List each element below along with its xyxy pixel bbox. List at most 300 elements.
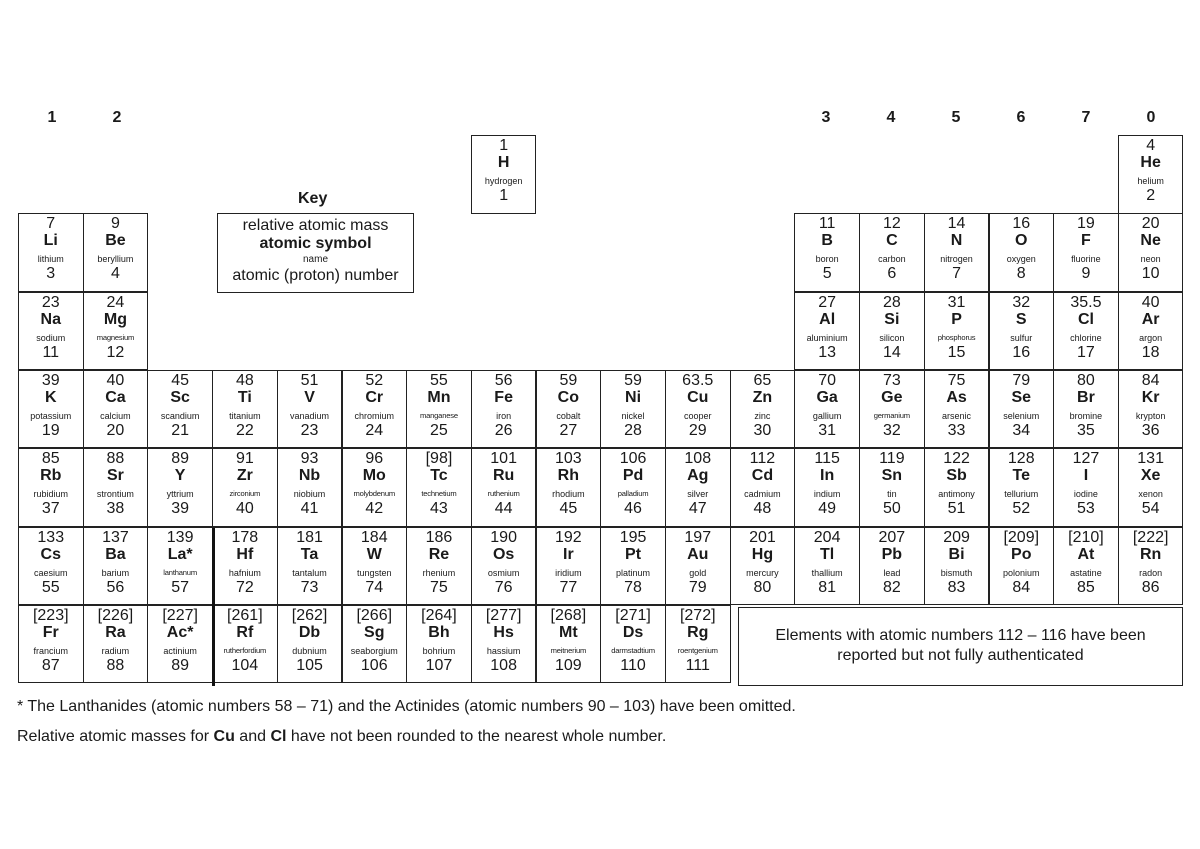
element-number: 42 xyxy=(365,500,384,518)
element-tellurium xyxy=(989,448,1055,527)
group-5-header: 5 xyxy=(951,109,961,126)
element-name: ruthenium xyxy=(487,489,520,499)
element-name: nitrogen xyxy=(940,254,973,265)
element-number: 80 xyxy=(753,578,772,596)
element-mass: 59 xyxy=(559,371,578,389)
element-mass: 31 xyxy=(947,293,966,311)
element-xenon xyxy=(1118,448,1184,527)
element-hassium xyxy=(471,605,537,684)
element-mass: 84 xyxy=(1141,371,1160,389)
element-name: cooper xyxy=(683,410,712,421)
element-mass: [222] xyxy=(1132,528,1169,546)
element-calcium xyxy=(83,370,149,449)
element-name: polonium xyxy=(1002,567,1040,578)
element-symbol: O xyxy=(1015,232,1028,250)
element-name: zirconium xyxy=(229,489,261,499)
element-oxygen xyxy=(989,213,1055,292)
element-name: boron xyxy=(815,254,839,265)
lanthanide-actinide-divider xyxy=(212,528,215,686)
element-nickel xyxy=(600,370,666,449)
element-magnesium xyxy=(83,292,149,371)
element-strontium xyxy=(83,448,149,527)
element-radium xyxy=(83,605,149,684)
element-number: 23 xyxy=(300,421,319,439)
element-name: rhenium xyxy=(422,567,456,578)
element-symbol: At xyxy=(1077,545,1095,563)
element-name: osmium xyxy=(487,567,520,578)
element-number: 54 xyxy=(1141,500,1160,518)
element-symbol: Pb xyxy=(881,545,903,563)
element-name: tellurium xyxy=(1004,489,1039,500)
element-bohrium xyxy=(406,605,472,684)
element-name: hassium xyxy=(486,645,521,656)
element-mass: 45 xyxy=(171,371,190,389)
element-boron xyxy=(794,213,860,292)
element-mass: 93 xyxy=(300,450,319,468)
element-number: 9 xyxy=(1081,265,1091,283)
element-name: tin xyxy=(887,489,897,500)
element-mass: 108 xyxy=(684,450,712,468)
element-symbol: Mg xyxy=(103,310,127,328)
element-name: phosphorus xyxy=(937,332,976,342)
element-meitnerium xyxy=(536,605,602,684)
element-mass: [223] xyxy=(32,606,69,624)
element-argon xyxy=(1118,292,1184,371)
element-mass: 19 xyxy=(1077,215,1095,233)
footnote-rounding xyxy=(17,728,666,746)
element-symbol: Nb xyxy=(298,467,321,485)
element-name: caesium xyxy=(33,567,68,578)
element-mass: 39 xyxy=(41,371,60,389)
element-tungsten xyxy=(342,527,408,606)
element-mass: 85 xyxy=(41,450,60,468)
element-mass: 55 xyxy=(430,371,448,389)
element-number: 105 xyxy=(296,656,323,674)
element-symbol: Hg xyxy=(751,545,774,563)
element-bismuth xyxy=(924,527,990,606)
element-number: 45 xyxy=(559,500,578,518)
element-name: titanium xyxy=(229,410,261,421)
element-symbol: K xyxy=(44,388,57,406)
element-number: 3 xyxy=(46,265,56,283)
element-mass: [210] xyxy=(1068,528,1104,546)
element-actinium xyxy=(147,605,213,684)
element-symbol: Ga xyxy=(816,388,838,406)
element-mass: 24 xyxy=(106,293,125,311)
element-name: gold xyxy=(689,567,707,578)
element-mass: 127 xyxy=(1072,450,1100,468)
element-name: beryllium xyxy=(97,254,134,265)
element-symbol: Au xyxy=(687,545,709,563)
element-number: 87 xyxy=(41,656,60,674)
element-name: helium xyxy=(1137,176,1164,186)
element-number: 85 xyxy=(1077,578,1095,596)
element-name: niobium xyxy=(293,489,326,500)
element-symbol: He xyxy=(1140,154,1161,171)
footnote-rounding-post: have not been rounded to the nearest whole number. xyxy=(286,728,667,745)
element-roentgenium xyxy=(665,605,731,684)
element-number: 4 xyxy=(110,265,120,283)
element-bromine xyxy=(1053,370,1119,449)
element-number: 30 xyxy=(753,421,772,439)
element-symbol: Br xyxy=(1077,388,1095,406)
element-antimony xyxy=(924,448,990,527)
element-symbol: N xyxy=(950,232,963,250)
element-symbol: Be xyxy=(105,232,126,250)
element-name: carbon xyxy=(878,254,906,265)
element-symbol: Ca xyxy=(105,388,126,406)
element-vanadium xyxy=(277,370,343,449)
element-symbol: Rn xyxy=(1139,545,1162,563)
element-name: meitnerium xyxy=(550,645,587,655)
element-mass: 96 xyxy=(365,450,384,468)
element-caesium xyxy=(18,527,84,606)
element-name: thallium xyxy=(811,567,843,578)
element-symbol: Os xyxy=(492,545,515,563)
element-name: vanadium xyxy=(290,410,330,421)
element-silicon xyxy=(859,292,925,371)
element-number: 28 xyxy=(624,421,642,439)
element-symbol: Sn xyxy=(881,467,903,485)
group-4-header: 4 xyxy=(886,109,896,126)
element-name: rubidium xyxy=(33,489,68,500)
element-number: 49 xyxy=(818,500,837,518)
footnote-rounding-pre: Relative atomic masses for xyxy=(17,728,214,745)
element-mass: 52 xyxy=(365,371,384,389)
element-number: 89 xyxy=(171,656,190,674)
element-selenium xyxy=(989,370,1055,449)
element-sodium xyxy=(18,292,84,371)
element-symbol: Ru xyxy=(492,467,515,485)
element-name: scandium xyxy=(160,410,200,421)
element-number: 109 xyxy=(554,656,582,674)
element-polonium xyxy=(989,527,1055,606)
element-mass: 40 xyxy=(1141,293,1160,311)
element-mass: 27 xyxy=(818,293,837,311)
element-name: tantalum xyxy=(292,567,327,578)
element-number: 84 xyxy=(1012,578,1031,596)
element-number: 50 xyxy=(882,500,901,518)
element-osmium xyxy=(471,527,537,606)
element-number: 18 xyxy=(1141,343,1160,361)
element-number: 7 xyxy=(952,265,961,283)
key-symbol-label: atomic symbol xyxy=(259,235,372,252)
element-hafnium xyxy=(212,527,278,606)
element-copper xyxy=(665,370,731,449)
element-symbol: Zn xyxy=(752,388,773,406)
element-symbol: Bh xyxy=(428,623,450,641)
element-name: lead xyxy=(883,567,901,578)
key-number-label: atomic (proton) number xyxy=(232,267,399,284)
element-name: cobalt xyxy=(556,410,581,421)
element-number: 35 xyxy=(1077,421,1095,439)
element-mass: 89 xyxy=(171,450,190,468)
element-mass: [98] xyxy=(425,450,453,468)
element-symbol: Re xyxy=(428,545,450,563)
element-number: 104 xyxy=(231,656,259,674)
element-symbol: Kr xyxy=(1141,388,1160,406)
element-mass: 103 xyxy=(554,450,582,468)
element-mass: [271] xyxy=(615,606,651,624)
element-symbol: Sc xyxy=(170,388,190,406)
element-symbol: Ge xyxy=(881,388,903,406)
element-mass: 12 xyxy=(882,215,901,233)
element-mass: 4 xyxy=(1146,137,1156,154)
element-symbol: F xyxy=(1081,232,1091,250)
element-mass: 122 xyxy=(943,450,970,468)
element-symbol: Ds xyxy=(622,623,644,641)
element-name: dubnium xyxy=(292,645,327,656)
element-number: 33 xyxy=(947,421,966,439)
element-mass: 23 xyxy=(41,293,60,311)
element-name: rutherfordium xyxy=(223,645,267,655)
element-mass: 186 xyxy=(425,528,453,546)
element-mass: 51 xyxy=(300,371,319,389)
element-seaborgium xyxy=(342,605,408,684)
element-number: 46 xyxy=(624,500,642,518)
element-number: 72 xyxy=(235,578,254,596)
element-germanium xyxy=(859,370,925,449)
element-name: seaborgium xyxy=(350,645,398,656)
element-titanium xyxy=(212,370,278,449)
element-molybdenum xyxy=(342,448,408,527)
element-number: 12 xyxy=(106,343,125,361)
element-astatine xyxy=(1053,527,1119,606)
note-line-2: reported but not fully authenticated xyxy=(837,647,1084,664)
element-iron xyxy=(471,370,537,449)
element-name: chromium xyxy=(354,410,394,421)
element-rhenium xyxy=(406,527,472,606)
element-number: 2 xyxy=(1146,187,1156,204)
element-symbol: Li xyxy=(43,232,58,250)
element-number: 55 xyxy=(41,578,60,596)
element-name: krypton xyxy=(1135,410,1166,421)
element-helium xyxy=(1118,135,1184,214)
element-mass: 204 xyxy=(813,528,841,546)
element-sulfur xyxy=(989,292,1055,371)
element-mass: [264] xyxy=(421,606,457,624)
element-ruthenium xyxy=(471,448,537,527)
element-mass: [227] xyxy=(162,606,198,624)
element-symbol: Bi xyxy=(948,545,965,563)
element-hydrogen xyxy=(471,135,537,214)
element-mass: [226] xyxy=(97,606,134,624)
element-number: 40 xyxy=(235,500,254,518)
element-symbol: Rg xyxy=(687,623,709,641)
element-name: actinium xyxy=(163,645,197,656)
element-number: 14 xyxy=(882,343,901,361)
element-name: barium xyxy=(101,567,130,578)
element-number: 32 xyxy=(882,421,901,439)
element-mass: 112 xyxy=(749,450,776,468)
element-symbol: H xyxy=(497,154,510,171)
element-number: 75 xyxy=(430,578,448,596)
element-number: 83 xyxy=(947,578,966,596)
element-name: strontium xyxy=(96,489,134,500)
element-mass: 131 xyxy=(1137,450,1164,468)
element-number: 21 xyxy=(171,421,190,439)
element-barium xyxy=(83,527,149,606)
element-symbol: Co xyxy=(557,388,579,406)
element-number: 41 xyxy=(300,500,319,518)
element-symbol: Te xyxy=(1012,467,1030,485)
element-number: 79 xyxy=(688,578,707,596)
key-title: Key xyxy=(298,190,328,207)
element-mass: 75 xyxy=(947,371,966,389)
element-name: magnesium xyxy=(96,332,135,342)
element-cobalt xyxy=(536,370,602,449)
element-number: 19 xyxy=(41,421,60,439)
element-mass: 56 xyxy=(494,371,513,389)
element-number: 22 xyxy=(235,421,254,439)
element-mass: [277] xyxy=(485,606,522,624)
element-mass: 32 xyxy=(1012,293,1031,311)
element-name: germanium xyxy=(873,410,910,420)
element-mass: 178 xyxy=(231,528,259,546)
element-mass: 1 xyxy=(499,137,509,154)
element-name: tungsten xyxy=(356,567,392,578)
element-number: 88 xyxy=(106,656,125,674)
element-number: 77 xyxy=(559,578,578,596)
element-symbol: B xyxy=(821,232,833,250)
element-zirconium xyxy=(212,448,278,527)
element-darmstadtium xyxy=(600,605,666,684)
element-name: oxygen xyxy=(1006,254,1036,265)
element-symbol: Na xyxy=(40,310,61,328)
footnote-omitted-series: * The Lanthanides (atomic numbers 58 – 71) and the Actinides (atomic numbers 90 – 103) have been omitted. xyxy=(17,698,796,715)
element-mass: 40 xyxy=(106,371,125,389)
element-number: 24 xyxy=(365,421,384,439)
element-name: yttrium xyxy=(166,489,194,500)
element-name: bismuth xyxy=(940,567,973,578)
element-mass: 181 xyxy=(296,528,323,546)
element-mass: [266] xyxy=(356,606,393,624)
element-number: 15 xyxy=(947,343,966,361)
key-mass-label: relative atomic mass xyxy=(242,217,389,234)
element-symbol: Sg xyxy=(364,623,385,641)
element-symbol: Cs xyxy=(40,545,61,563)
element-name: xenon xyxy=(1138,489,1163,500)
element-number: 111 xyxy=(685,656,710,674)
element-number: 16 xyxy=(1012,343,1031,361)
group-7-header: 7 xyxy=(1081,109,1091,126)
element-number: 82 xyxy=(882,578,901,596)
element-mass: 20 xyxy=(1141,215,1160,233)
element-number: 73 xyxy=(300,578,319,596)
element-chlorine xyxy=(1053,292,1119,371)
element-mass: 73 xyxy=(882,371,901,389)
element-name: palladium xyxy=(617,489,649,499)
element-rhodium xyxy=(536,448,602,527)
element-number: 44 xyxy=(494,500,513,518)
element-arsenic xyxy=(924,370,990,449)
element-cadmium xyxy=(730,448,796,527)
element-mass: 207 xyxy=(878,528,906,546)
element-name: cadmium xyxy=(744,489,781,500)
element-symbol: Cu xyxy=(687,388,709,406)
element-name: silver xyxy=(687,489,709,500)
element-rutherfordium xyxy=(212,605,278,684)
element-iridium xyxy=(536,527,602,606)
element-name: roentgenium xyxy=(677,645,718,655)
element-number: 56 xyxy=(106,578,125,596)
element-mass: 201 xyxy=(749,528,776,546)
element-name: gallium xyxy=(812,410,842,421)
footnote-and: and xyxy=(234,728,271,745)
element-carbon xyxy=(859,213,925,292)
element-symbol: P xyxy=(951,310,962,328)
element-mass: 197 xyxy=(684,528,712,546)
element-lithium xyxy=(18,213,84,292)
element-symbol: Ar xyxy=(1141,310,1160,328)
element-name: hydrogen xyxy=(484,176,523,186)
element-number: 37 xyxy=(41,500,60,518)
element-symbol: Tc xyxy=(430,467,448,485)
element-name: iodine xyxy=(1073,489,1098,500)
element-number: 31 xyxy=(818,421,837,439)
element-name: antimony xyxy=(938,489,975,500)
element-mass: 11 xyxy=(818,215,836,233)
element-mass: 209 xyxy=(943,528,970,546)
element-mass: 16 xyxy=(1012,215,1031,233)
element-number: 108 xyxy=(490,656,517,674)
element-name: iron xyxy=(496,410,512,421)
element-dubnium xyxy=(277,605,343,684)
element-number: 52 xyxy=(1012,500,1031,518)
element-symbol: Tl xyxy=(820,545,835,563)
element-name: radon xyxy=(1139,567,1163,578)
element-number: 48 xyxy=(753,500,772,518)
element-neon xyxy=(1118,213,1184,292)
element-number: 47 xyxy=(688,500,707,518)
element-symbol: Hs xyxy=(493,623,514,641)
element-name: manganese xyxy=(419,410,458,420)
footnote-cu: Cu xyxy=(213,728,235,745)
element-mass: [262] xyxy=(291,606,328,624)
element-symbol: Zr xyxy=(236,467,253,485)
element-symbol: Mn xyxy=(427,388,451,406)
element-number: 13 xyxy=(818,343,837,361)
element-number: 36 xyxy=(1141,421,1160,439)
element-symbol: Rf xyxy=(236,623,254,641)
element-number: 1 xyxy=(499,187,509,204)
element-thallium xyxy=(794,527,860,606)
element-number: 27 xyxy=(559,421,578,439)
element-name: calcium xyxy=(100,410,131,421)
element-name: mercury xyxy=(746,567,779,578)
element-mass: 48 xyxy=(235,371,254,389)
element-krypton xyxy=(1118,370,1184,449)
element-number: 10 xyxy=(1141,265,1160,283)
element-symbol: In xyxy=(820,467,835,485)
element-number: 11 xyxy=(42,343,60,361)
element-name: technetium xyxy=(421,489,457,499)
element-symbol: Fr xyxy=(42,623,59,641)
element-mass: 115 xyxy=(814,450,840,468)
element-chromium xyxy=(342,370,408,449)
element-symbol: Cd xyxy=(751,467,774,485)
element-number: 34 xyxy=(1012,421,1031,439)
element-mass: 101 xyxy=(490,450,517,468)
element-mass: 70 xyxy=(818,371,837,389)
element-symbol: Se xyxy=(1011,388,1032,406)
element-symbol: Hf xyxy=(236,545,254,563)
element-name: astatine xyxy=(1070,567,1102,578)
element-number: 43 xyxy=(430,500,448,518)
element-name: bromine xyxy=(1069,410,1103,421)
element-name: darmstadtium xyxy=(611,645,655,655)
group-1-header: 1 xyxy=(47,109,57,126)
